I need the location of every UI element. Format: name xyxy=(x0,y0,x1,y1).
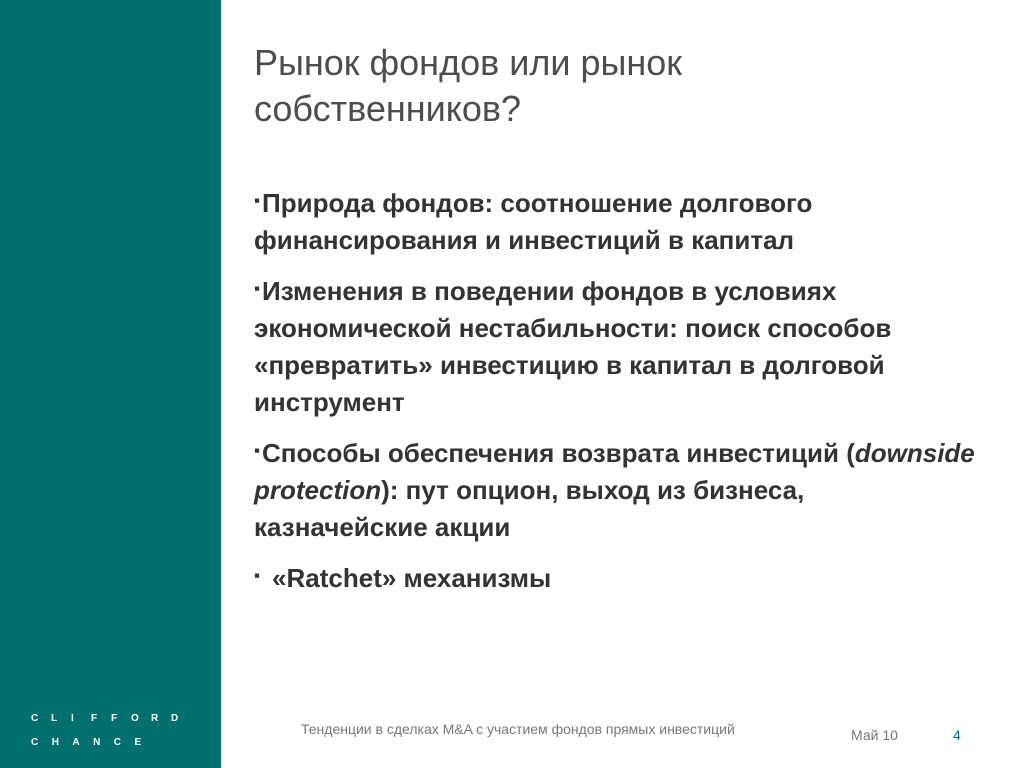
bullet-text-before: Способы обеспечения возврата инвестиций ( xyxy=(262,438,855,468)
logo-letter: A xyxy=(72,737,80,748)
page-number: 4 xyxy=(953,727,961,743)
square-bullet-icon: ▪ xyxy=(254,566,261,585)
footer-presentation-title: Тенденции в сделках M&A с участием фондов прямых инвестиций xyxy=(301,721,735,737)
logo-letter: R xyxy=(151,713,159,724)
bullet-item-behavior-changes xyxy=(254,273,984,421)
clifford-chance-logo xyxy=(31,713,191,749)
logo-letter: F xyxy=(91,713,98,724)
footer-date: Май 10 xyxy=(851,727,898,743)
logo-letter: L xyxy=(51,713,58,724)
logo-letter: I xyxy=(71,713,74,724)
logo-line-chance xyxy=(31,737,191,749)
square-bullet-icon: ▪ xyxy=(254,441,261,460)
square-bullet-icon: ▪ xyxy=(254,279,261,298)
bullet-item-downside-protection xyxy=(254,435,984,546)
square-bullet-icon: ▪ xyxy=(254,191,261,210)
logo-letter: N xyxy=(93,737,101,748)
bullet-text-italic: downside protection xyxy=(254,438,975,505)
bullet-text: Изменения в поведении фондов в условиях экономической нестабильности: поиск способов «превратить» инвестицию в капитал в долговой инструмент xyxy=(254,276,892,417)
logo-letter: C xyxy=(113,737,121,748)
bullet-item-ratchet xyxy=(254,560,984,597)
logo-letter: F xyxy=(111,713,118,724)
logo-letter: C xyxy=(31,737,39,748)
bullet-item-fund-nature xyxy=(254,185,984,259)
logo-line-clifford xyxy=(31,713,191,725)
bullet-text: Природа фондов: соотношение долгового финансирования и инвестиций в капитал xyxy=(254,188,813,255)
bullet-list xyxy=(254,185,984,611)
logo-letter: O xyxy=(131,713,139,724)
logo-letter: D xyxy=(171,713,179,724)
logo-letter: E xyxy=(134,737,142,748)
bullet-text-after: ): пут опцион, выход из бизнеса, казначейские акции xyxy=(254,475,805,542)
left-sidebar-band xyxy=(0,0,221,768)
logo-letter: H xyxy=(51,737,59,748)
logo-letter: C xyxy=(31,713,39,724)
slide-title: Рынок фондов или рынок собственников? xyxy=(254,42,682,129)
bullet-text: «Ratchet» механизмы xyxy=(272,563,552,593)
